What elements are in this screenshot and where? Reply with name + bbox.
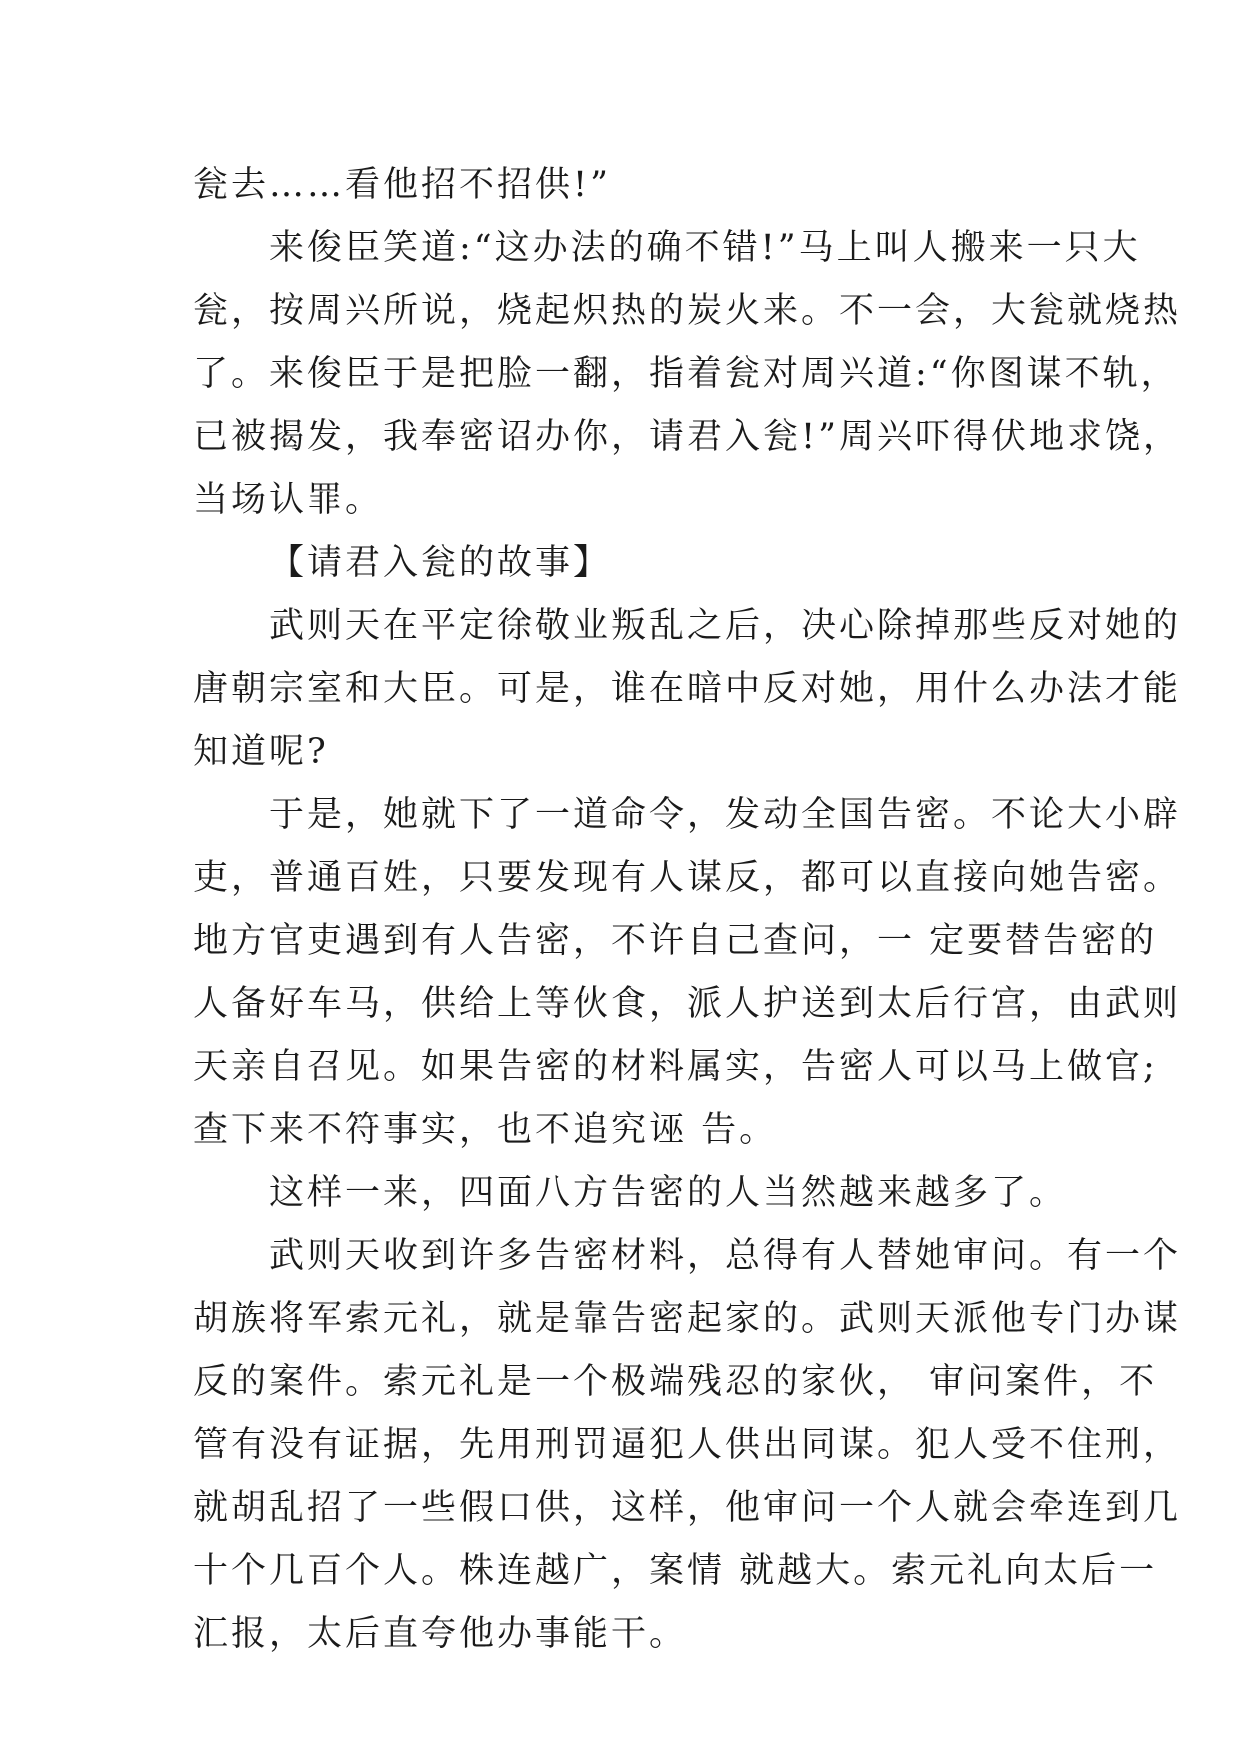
text-line: 就胡乱招了一些假口供，这样，他审问一个人就会牵连到几: [193, 1488, 1182, 1528]
text-line: 十个几百个人。株连越广，案情 就越大。索元礼向太后一: [193, 1551, 1158, 1591]
text-line: 于是，她就下了一道命令，发动全国告密。不论大小辟: [269, 795, 1182, 835]
text-line: 已被揭发，我奉密诏办你，请君入瓮!”周兴吓得伏地求饶，: [193, 417, 1181, 457]
text-line: 胡族将军索元礼，就是靠告密起家的。武则天派他专门办谋: [193, 1299, 1182, 1339]
text-line: 唐朝宗室和大臣。可是，谁在暗中反对她，用什么办法才能: [193, 669, 1182, 709]
text-line: 这样一来，四面八方告密的人当然越来越多了。: [269, 1173, 1068, 1213]
text-line: 瓮去……看他招不招供!”: [193, 165, 611, 205]
text-line: 瓮，按周兴所说，烧起炽热的炭火来。不一会，大瓮就烧热: [193, 291, 1182, 331]
text-line: 反的案件。索元礼是一个极端残忍的家伙， 审问案件，不: [193, 1362, 1158, 1402]
section-heading: 【请君入瓮的故事】: [269, 543, 612, 583]
text-line: 人备好车马，供给上等伙食，派人护送到太后行宫，由武则: [193, 984, 1182, 1024]
text-line: 天亲自召见。如果告密的材料属实，告密人可以马上做官;: [193, 1047, 1158, 1087]
text-line: 来俊臣笑道:“这办法的确不错!”马上叫人搬来一只大: [269, 228, 1141, 268]
text-line: 武则天在平定徐敬业叛乱之后，决心除掉那些反对她的: [269, 606, 1182, 646]
text-line: 管有没有证据，先用刑罚逼犯人供出同谋。犯人受不住刑，: [193, 1425, 1182, 1465]
text-line: 吏，普通百姓，只要发现有人谋反，都可以直接向她告密。: [193, 858, 1182, 898]
text-line: 当场认罪。: [193, 480, 384, 520]
text-line: 武则天收到许多告密材料，总得有人替她审问。有一个: [269, 1236, 1182, 1276]
text-line: 地方官吏遇到有人告密，不许自己查问，一 定要替告密的: [193, 921, 1158, 961]
text-line: 汇报，太后直夸他办事能干。: [193, 1614, 688, 1654]
text-line: 了。来俊臣于是把脸一翻，指着瓮对周兴道:“你图谋不轨，: [193, 354, 1179, 394]
text-line: 查下来不符事实，也不追究诬 告。: [193, 1110, 778, 1150]
document-body: [193, 154, 1182, 1666]
text-line: 知道呢?: [193, 732, 329, 772]
